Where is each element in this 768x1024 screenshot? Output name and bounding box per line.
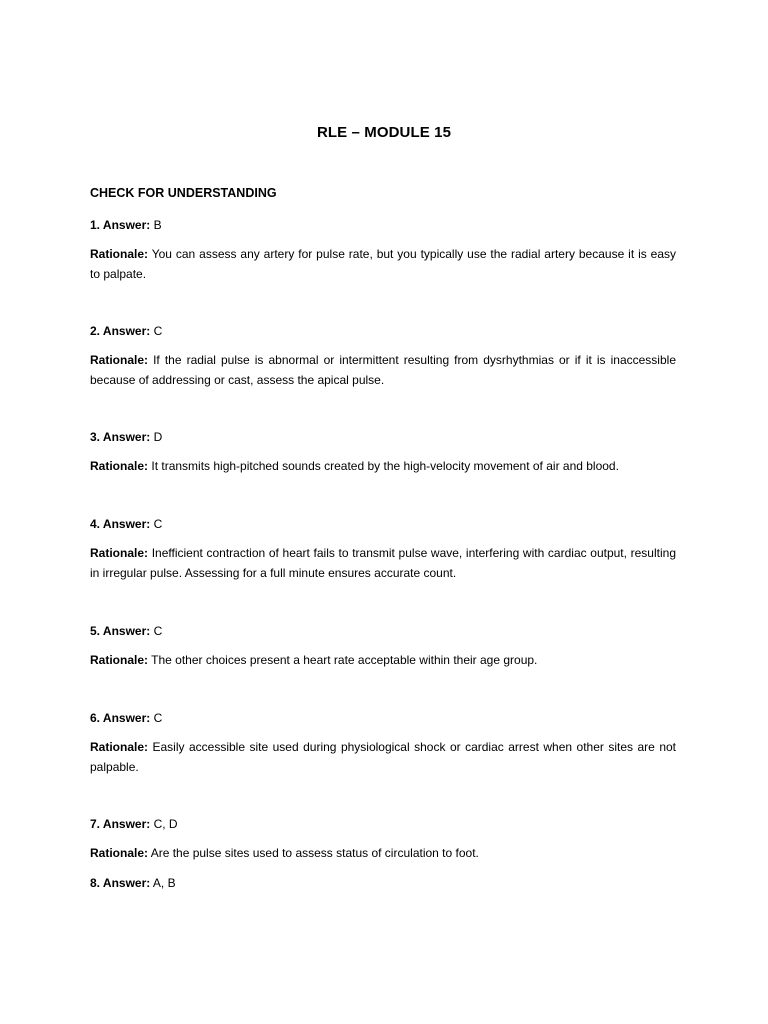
answer-label: 7. Answer: — [90, 817, 151, 831]
answer-value: C, D — [153, 817, 178, 831]
document-title: RLE – MODULE 15 — [316, 124, 452, 141]
answer-3 — [90, 427, 162, 447]
answer-1 — [90, 215, 162, 235]
answer-4 — [90, 514, 162, 534]
rationale-label: Rationale: — [90, 846, 149, 860]
rationale-5 — [90, 650, 676, 670]
rationale-label: Rationale: — [90, 247, 149, 261]
answer-value: C — [153, 324, 163, 338]
answer-label: 1. Answer: — [90, 218, 151, 232]
rationale-text: It transmits high-pitched sounds created by the high-velocity movement of air and blood. — [151, 459, 619, 473]
answer-value: C — [153, 711, 163, 725]
rationale-label: Rationale: — [90, 459, 149, 473]
rationale-label: Rationale: — [90, 653, 149, 667]
rationale-1 — [90, 244, 676, 284]
answer-6 — [90, 708, 162, 728]
rationale-7 — [90, 843, 676, 863]
answer-value: C — [153, 624, 163, 638]
answer-label: 8. Answer: — [90, 876, 151, 890]
answer-label: 6. Answer: — [90, 711, 151, 725]
answer-label: 5. Answer: — [90, 624, 151, 638]
rationale-3 — [90, 456, 676, 476]
rationale-label: Rationale: — [90, 353, 149, 367]
answer-label: 3. Answer: — [90, 430, 151, 444]
answer-7 — [90, 814, 178, 834]
answer-value: D — [153, 430, 163, 444]
rationale-label: Rationale: — [90, 546, 149, 560]
rationale-6 — [90, 737, 676, 777]
answer-5 — [90, 621, 162, 641]
section-heading: CHECK FOR UNDERSTANDING — [90, 186, 277, 200]
answer-2 — [90, 321, 162, 341]
rationale-text: Inefficient contraction of heart fails to transmit pulse wave, interfering with cardiac output, resulting in irregular pulse. Assessing for a full minute ensures accurate count. — [90, 546, 676, 580]
rationale-text: Easily accessible site used during physiological shock or cardiac arrest when other sites are not palpable. — [90, 740, 676, 774]
rationale-text: Are the pulse sites used to assess status of circulation to foot. — [150, 846, 479, 860]
answer-label: 2. Answer: — [90, 324, 151, 338]
rationale-text: You can assess any artery for pulse rate, but you typically use the radial artery because it is easy to palpate. — [90, 247, 676, 281]
answer-label: 4. Answer: — [90, 517, 151, 531]
rationale-2 — [90, 350, 676, 390]
answer-value: B — [153, 218, 162, 232]
answer-value: C — [153, 517, 163, 531]
rationale-4 — [90, 543, 676, 583]
rationale-text: If the radial pulse is abnormal or intermittent resulting from dysrhythmias or if it is inaccessible because of addressing or cast, assess the apical pulse. — [90, 353, 676, 387]
rationale-label: Rationale: — [90, 740, 149, 754]
answer-8 — [90, 873, 176, 893]
rationale-text: The other choices present a heart rate acceptable within their age group. — [151, 653, 538, 667]
answer-value: A, B — [152, 876, 176, 890]
